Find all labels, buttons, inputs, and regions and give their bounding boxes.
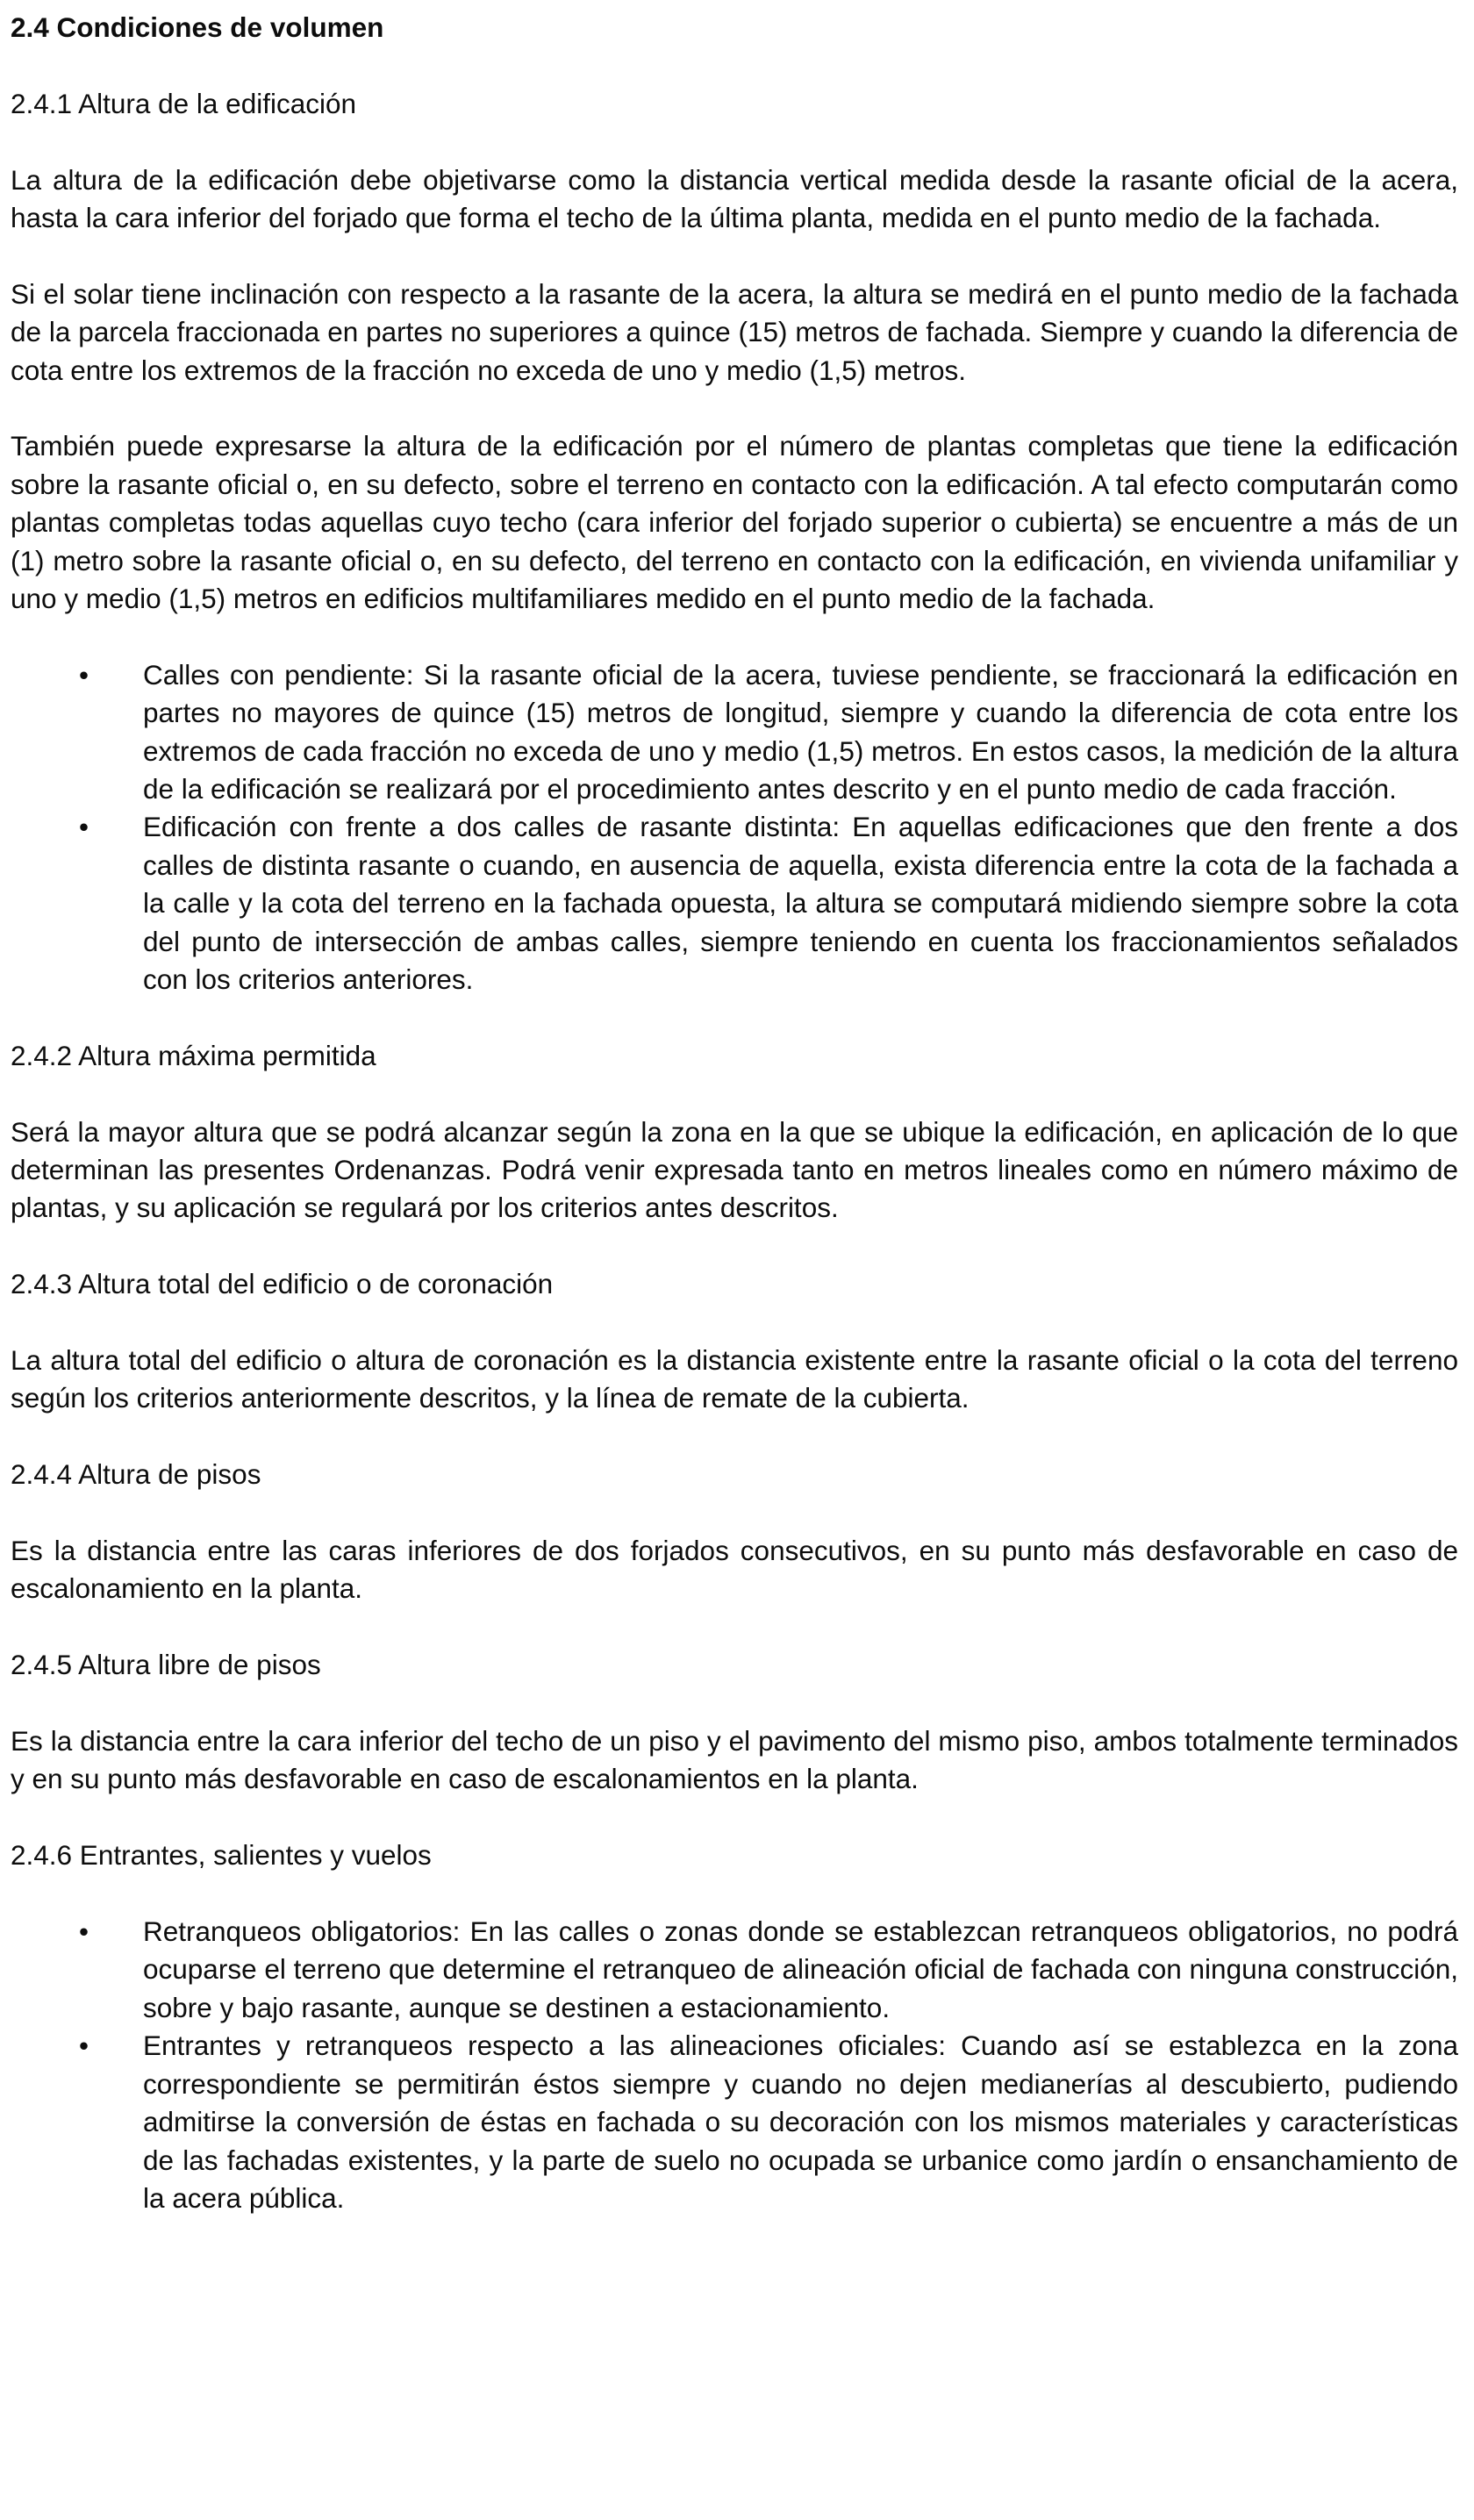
- paragraph-altura-definicion: La altura de la edificación debe objetivarse como la distancia vertical medida desde la rasante oficial de la acera, hasta la cara inferior del forjado que forma el techo de la última planta, medida en el punto medio de la fachada.: [11, 163, 1458, 233]
- bullet-icon: •: [79, 811, 89, 843]
- paragraph-altura-maxima: Será la mayor altura que se podrá alcanzar según la zona en la que se ubique la edificación, en aplicación de lo que determinan las presentes Ordenanzas. Podrá venir expresada tanto en metros lineales como en número máximo de plantas, y su aplicación se regulará por los criterios antes descritos.: [11, 1115, 1458, 1224]
- document-page: [11, 9, 1458, 2217]
- list-item: [11, 2027, 1458, 2217]
- bullet-icon: •: [79, 2030, 89, 2062]
- bullet-icon: •: [79, 1915, 89, 1948]
- paragraph-altura-pisos: Es la distancia entre las caras inferiores de dos forjados consecutivos, en su punto más desfavorable en caso de escalonamiento en la planta.: [11, 1535, 1458, 1605]
- subsection-heading-2-4-1: 2.4.1 Altura de la edificación: [11, 87, 357, 119]
- subsection-heading-2-4-3: 2.4.3 Altura total del edificio o de coronación: [11, 1268, 554, 1300]
- bullet-icon: •: [79, 658, 89, 691]
- list-item-text: Edificación con frente a dos calles de rasante distinta: En aquellas edificaciones que den frente a dos calles de distinta rasante o cuando, en ausencia de aquella, exista diferencia entre la cota de la fachada a la calle y la cota del terreno en la fachada opuesta, la altura se computará midiendo siempre sobre la cota del punto de intersección de ambas calles, siempre teniendo en cuenta los fraccionamientos señalados con los criterios anteriores.: [143, 811, 1458, 996]
- subsection-heading-2-4-6: 2.4.6 Entrantes, salientes y vuelos: [11, 1839, 432, 1872]
- list-item: [11, 1913, 1458, 2027]
- paragraph-solar-inclinacion: Si el solar tiene inclinación con respecto a la rasante de la acera, la altura se medirá en el punto medio de la fachada de la parcela fraccionada en partes no superiores a quince (15) metros de fachada. Siempre y cuando la diferencia de cota entre los extremos de la fracción no exceda de uno y medio (1,5) metros.: [11, 277, 1458, 386]
- list-item-text: Entrantes y retranqueos respecto a las alineaciones oficiales: Cuando así se establezca en la zona correspondiente se permitirán éstos siempre y cuando no dejen medianerías al descubierto, pudiendo admitirse la conversión de éstas en fachada o su decoración con los mismos materiales y características de las fachadas existentes, y la parte de suelo no ocupada se urbanice como jardín o ensanchamiento de la acera pública.: [143, 2030, 1458, 2214]
- paragraph-numero-plantas: También puede expresarse la altura de la edificación por el número de plantas completas que tiene la edificación sobre la rasante oficial o, en su defecto, sobre el terreno en contacto con la edificación. A tal efecto computarán como plantas completas todas aquellas cuyo techo (cara inferior del forjado superior o cubierta) se encuentre a más de un (1) metro sobre la rasante oficial o, en su defecto, del terreno en contacto con la edificación, en vivienda unifamiliar y uno y medio (1,5) metros en edificios multifamiliares medido en el punto medio de la fachada.: [11, 430, 1458, 615]
- subsection-heading-2-4-2: 2.4.2 Altura máxima permitida: [11, 1039, 376, 1071]
- bullet-list-2-4-1: [11, 656, 1458, 999]
- section-title: 2.4 Condiciones de volumen: [11, 11, 384, 43]
- subsection-heading-2-4-4: 2.4.4 Altura de pisos: [11, 1458, 261, 1491]
- list-item: [11, 656, 1458, 809]
- paragraph-altura-libre: Es la distancia entre la cara inferior del techo de un piso y el pavimento del mismo piso, ambos totalmente terminados y en su punto más desfavorable en caso de escalonamientos en la planta.: [11, 1725, 1458, 1795]
- list-item-text: Calles con pendiente: Si la rasante oficial de la acera, tuviese pendiente, se fraccionará la edificación en partes no mayores de quince (15) metros de longitud, siempre y cuando la diferencia de cota entre los extremos de cada fracción no exceda de uno y medio (1,5) metros. En estos casos, la medición de la altura de la edificación se realizará por el procedimiento antes descrito y en el punto medio de cada fracción.: [143, 658, 1458, 805]
- paragraph-altura-coronacion: La altura total del edificio o altura de coronación es la distancia existente entre la rasante oficial o la cota del terreno según los criterios anteriormente descritos, y la línea de remate de la cubierta.: [11, 1344, 1458, 1414]
- bullet-list-2-4-6: [11, 1913, 1458, 2217]
- subsection-heading-2-4-5: 2.4.5 Altura libre de pisos: [11, 1649, 321, 1681]
- list-item: [11, 808, 1458, 999]
- list-item-text: Retranqueos obligatorios: En las calles o zonas donde se establezcan retranqueos obligatorios, no podrá ocuparse el terreno que determine el retranqueo de alineación oficial de fachada con ninguna construcción, sobre y bajo rasante, aunque se destinen a estacionamiento.: [143, 1915, 1458, 2023]
